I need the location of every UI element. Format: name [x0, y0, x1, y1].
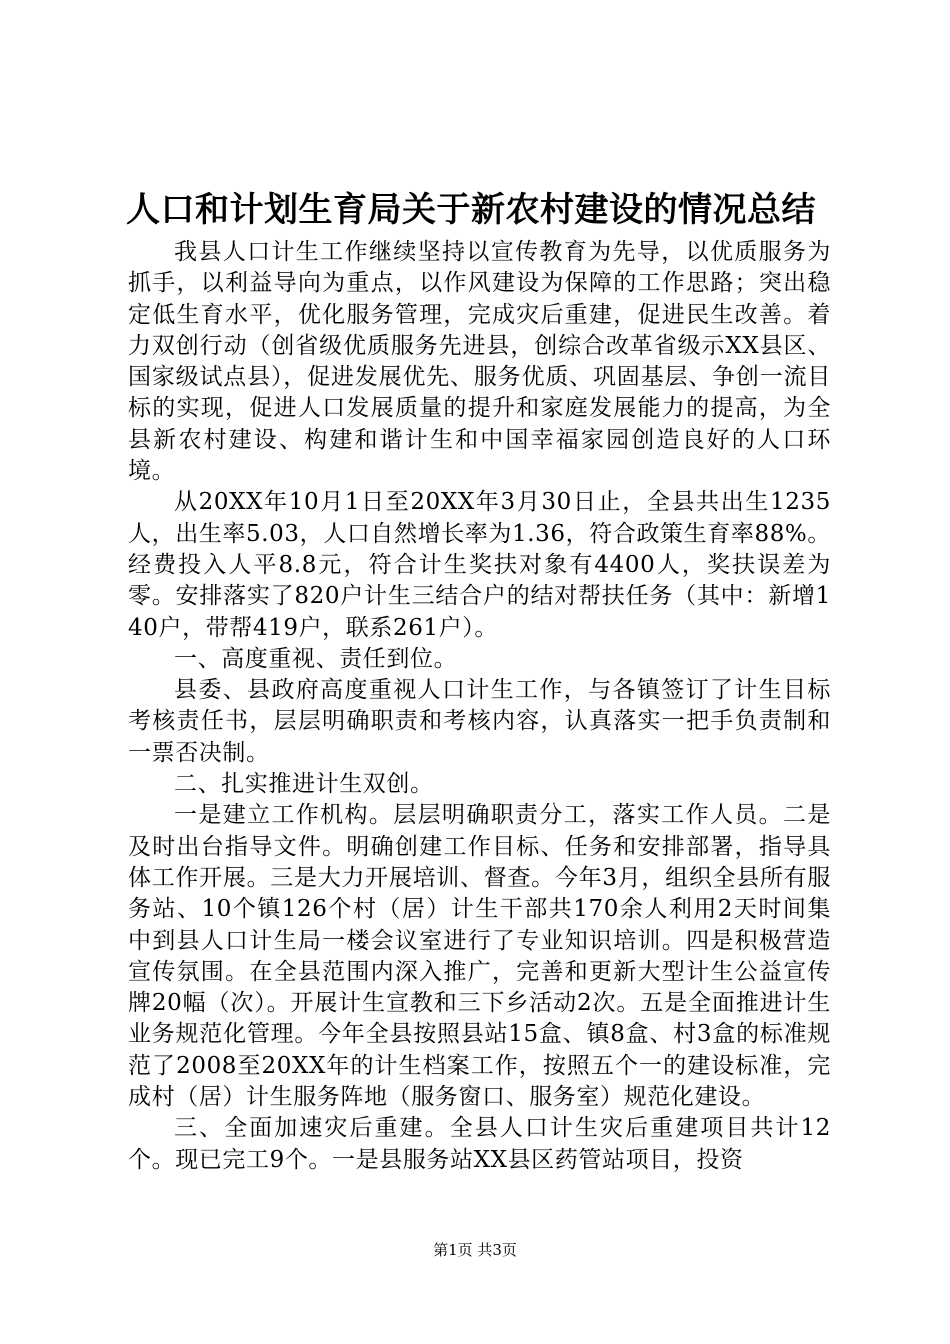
paragraph-section-3: 三、全面加速灾后重建。全县人口计生灾后重建项目共计12个。现已完工9个。一是县服务站XX县区药管站项目，投资 — [128, 1115, 831, 1173]
page-footer: 第1页 共3页 — [433, 1241, 517, 1259]
section-heading-2: 二、扎实推进计生双创。 — [174, 771, 434, 798]
document-title: 人口和计划生育局关于新农村建设的情况总结 — [126, 190, 816, 230]
document-body — [128, 237, 831, 1176]
paragraph-section-1: 县委、县政府高度重视人口计生工作，与各镇签订了计生目标考核责任书，层层明确职责和考核内容，认真落实一把手负责制和一票否决制。 — [128, 677, 831, 766]
paragraph-section-2: 一是建立工作机构。层层明确职责分工，落实工作人员。二是及时出台指导文件。明确创建工作目标、任务和安排部署，指导具体工作开展。三是大力开展培训、督查。今年3月，组织全县所有服务站、10个镇126个村（居）计生干部共170余人利用2天时间集中到县人口计生局一楼会议室进行了专业知识培训。四是积极营造宣传氛围。在全县范围内深入推广，完善和更新大型计生公益宣传牌20幅（次）。开展计生宣教和三下乡活动2次。五是全面推进计生业务规范化管理。今年全县按照县站15盒、镇8盒、村3盒的标准规范了2008至20XX年的计生档案工作，按照五个一的建设标准，完成村（居）计生服务阵地（服务窗口、服务室）规范化建设。 — [128, 802, 831, 1111]
paragraph-intro: 我县人口计生工作继续坚持以宣传教育为先导，以优质服务为抓手，以利益导向为重点，以作风建设为保障的工作思路；突出稳定低生育水平，优化服务管理，完成灾后重建，促进民生改善。着力双创行动（创省级优质服务先进县，创综合改革省级示XX县区、国家级试点县），促进发展优先、服务优质、巩固基层、争创一流目标的实现，促进人口发展质量的提升和家庭发展能力的提高，为全县新农村建设、构建和谐计生和中国幸福家园创造良好的人口环境。 — [128, 239, 831, 485]
section-heading-1: 一、高度重视、责任到位。 — [174, 645, 458, 672]
paragraph-statistics: 从20XX年10月1日至20XX年3月30日止，全县共出生1235人，出生率5.03，人口自然增长率为1.36，符合政策生育率88%。经费投入人平8.8元，符合计生奖扶对象有4400人，奖扶误差为零。安排落实了820户计生三结合户的结对帮扶任务（其中：新增140户，带帮419户，联系261户）。 — [128, 489, 831, 641]
